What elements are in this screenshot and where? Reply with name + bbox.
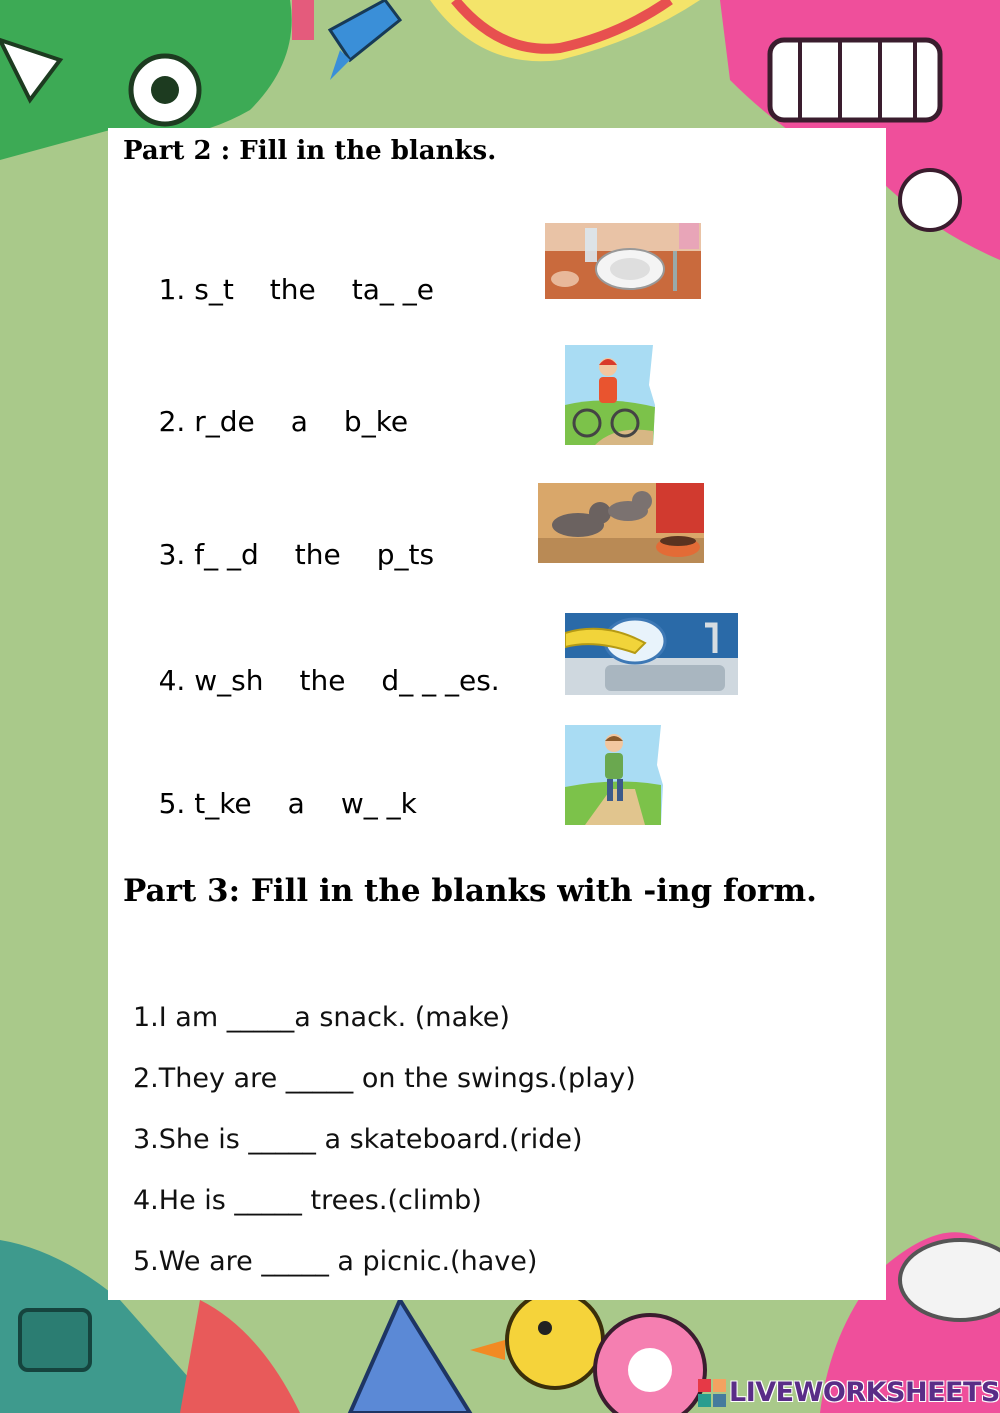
part2-item-word: the: [294, 538, 341, 571]
part2-item-word: w_ _k: [340, 787, 417, 820]
part3-title: Part 3: Fill in the blanks with -ing form.: [123, 873, 817, 909]
liveworksheets-watermark: LIVEWORKSHEETS: [729, 1377, 1000, 1408]
feeding-cats-picture: [538, 483, 704, 563]
part2-item-1: [123, 240, 470, 339]
boy-walking-picture: [565, 725, 663, 825]
part2-item-word: the: [299, 664, 346, 697]
part2-item-5: [123, 754, 453, 853]
part2-item-word: a: [287, 787, 305, 820]
part2-item-4: [123, 631, 536, 730]
liveworksheets-logo-icon: [697, 1378, 727, 1408]
washing-dishes-picture: [565, 613, 738, 695]
part3-sentence-1: 1.I am _____a snack. (make): [133, 1002, 510, 1033]
worksheet-page: [108, 128, 886, 1300]
part2-item-word: 1. s_t: [158, 273, 234, 306]
part2-item-word: d_ _ _es.: [381, 664, 500, 697]
part2-item-word: a: [290, 405, 308, 438]
boy-riding-bike-picture: [565, 345, 655, 445]
part2-item-word: 2. r_de: [158, 405, 255, 438]
part2-item-word: p_ts: [376, 538, 435, 571]
part2-item-3: [123, 505, 470, 604]
part2-title: Part 2 : Fill in the blanks.: [123, 136, 497, 166]
part3-sentence-2: 2.They are _____ on the swings.(play): [133, 1063, 636, 1094]
part2-item-2: [123, 372, 444, 471]
part2-item-word: the: [269, 273, 316, 306]
part2-item-word: b_ke: [343, 405, 409, 438]
part2-item-word: ta_ _e: [351, 273, 435, 306]
table-setting-picture: [545, 223, 701, 299]
part3-sentence-3: 3.She is _____ a skateboard.(ride): [133, 1124, 583, 1155]
part2-item-word: 3. f_ _d: [158, 538, 259, 571]
part3-sentence-4: 4.He is _____ trees.(climb): [133, 1185, 482, 1216]
part2-item-word: 4. w_sh: [158, 664, 264, 697]
liveworksheets-logo: [697, 1376, 1000, 1410]
part3-sentence-5: 5.We are _____ a picnic.(have): [133, 1246, 538, 1277]
part2-item-word: 5. t_ke: [158, 787, 252, 820]
